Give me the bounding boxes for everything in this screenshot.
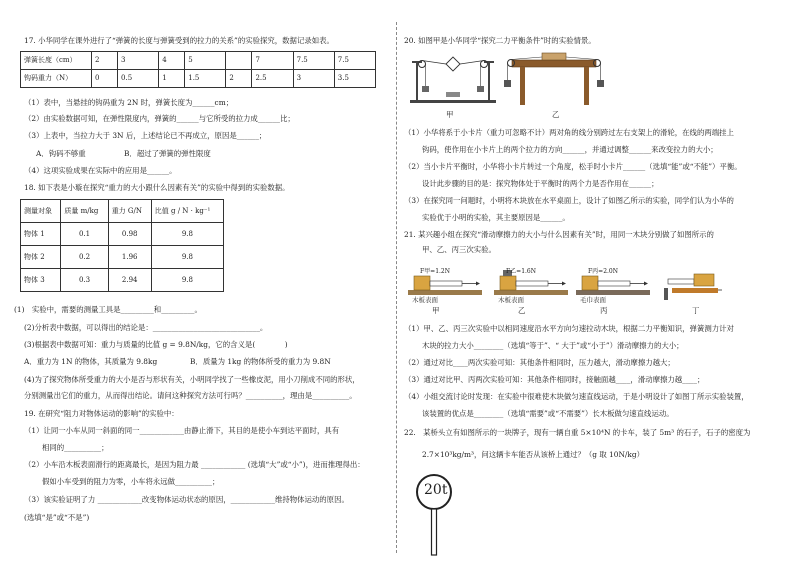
table-cell: 0 — [92, 70, 118, 88]
q17-table — [20, 51, 376, 88]
q19-part1-line1: （1）让同一小车从同一斜面的同一____________由静止滑下，其目的是使小车到达平面时，具有 — [24, 426, 340, 435]
q20-part3-line2: 实验优于小明的实验，其主要原因是______。 — [422, 213, 570, 222]
q21-part1-line2: 木块的拉力大小________（选填“等于”、“ 大于”或“小于”）滑动摩擦力的大小； — [422, 341, 684, 350]
table-cell: 1.96 — [108, 246, 151, 269]
q21-stem-line1: 21. 某兴趣小组在探究“滑动摩擦力的大小与什么因素有关”时，用同一木块分别做了如图所示的 — [404, 230, 714, 239]
left-column — [14, 0, 392, 561]
table-cell: 7.5 — [334, 52, 375, 70]
q18-table — [20, 199, 224, 292]
figure-jia-card-pulley — [406, 52, 502, 110]
table-header-cell: 重力 G/N — [108, 200, 151, 223]
table-row — [21, 269, 224, 292]
table-cell: 2.5 — [252, 70, 293, 88]
q21-part2: （2）通过对比____两次实验可知：其他条件相同时，压力越大，滑动摩擦力越大； — [404, 358, 675, 367]
figure-jia-label: 甲 — [446, 110, 454, 119]
q17-stem: 17. 小华同学在课外进行了“弹簧的长度与弹簧受到的拉力的关系”的实验探究，数据记录如表。 — [24, 36, 334, 45]
column-divider — [396, 22, 397, 553]
table-cell: 9.8 — [151, 223, 223, 246]
q20-part1-line1: （1）小华将系于小卡片（重力可忽略不计）两对角的线分别跨过左右支架上的滑轮，在线的两端挂上 — [404, 128, 734, 137]
q22-line1: 22. 某桥头立有如图所示的一块牌子，现有一辆自重 5×10⁴N 的卡车，装了 5m³ 的石子，石子的密度为 — [404, 428, 751, 437]
figure-label-yi: 乙 — [518, 306, 526, 315]
table-cell: 4 — [159, 52, 185, 70]
q21-part3: （3）通过对比甲、丙两次实验可知：其他条件相同时，接触面越____，滑动摩擦力越____； — [404, 375, 705, 384]
q21-stem-line2: 甲、乙、丙三次实验。 — [422, 245, 496, 254]
surface-label-jia: 木板表面 — [412, 296, 438, 304]
table-cell: 3 — [293, 70, 334, 88]
force-label-yi: F乙=1.6N — [506, 268, 536, 275]
table-header-cell: 测量对象 — [21, 200, 61, 223]
table-row — [21, 52, 376, 70]
q19-stem: 19. 在研究“阻力对物体运动的影响”的实验中： — [24, 409, 179, 418]
force-label-bing: F丙=2.0N — [588, 268, 618, 275]
table-cell: 弹簧长度（cm） — [21, 52, 92, 70]
table-header-cell: 质量 m/kg — [61, 200, 108, 223]
q18-part3-option-b: B．质量为 1kg 的物体所受的重力为 9.8N — [190, 357, 331, 366]
q20-part2-line2: 设计此步骤的目的是：探究物体处于平衡时的两个力是否作用在______； — [422, 179, 659, 188]
q17-option-a: A．钩码不够重 — [36, 149, 86, 158]
table-row — [21, 246, 224, 269]
table-cell: 0.5 — [118, 70, 159, 88]
force-label-jia: F甲=1.2N — [420, 268, 450, 275]
table-cell: 9.8 — [151, 269, 223, 292]
table-cell: 0.98 — [108, 223, 151, 246]
table-cell: 钩码重力（N） — [21, 70, 92, 88]
figure-yi-label: 乙 — [552, 110, 560, 119]
q18-stem: 18. 如下表是小璇在探究“重力的大小跟什么因素有关”的实验中得到的实验数据。 — [24, 183, 290, 192]
table-cell: 0.1 — [61, 223, 108, 246]
q18-part1: (1) 实验中，需要的测量工具是_________和_________。 — [14, 305, 202, 314]
q18-part3: (3)根据表中数据可知：重力与质量的比值 g = 9.8N/kg，它的含义是( ) — [24, 340, 288, 349]
q18-part2: (2)分析表中数据，可以得出的结论是：_____________________________。 — [24, 323, 268, 332]
q19-part1-line2: 相同的__________； — [42, 443, 109, 452]
q20-part1-line2: 钩码，使作用在小卡片上的两个拉力的方向______，并通过调整______来改变拉力的大小； — [422, 145, 718, 154]
table-cell: 3.5 — [334, 70, 375, 88]
q17-part2: （2）由实验数据可知，在弹性限度内，弹簧的______与它所受的拉力成______比； — [24, 114, 295, 123]
table-cell: 0.3 — [61, 269, 108, 292]
q18-part4-line2: 分别测量出它们的重力，从而得出结论。请问这种探究方法可行吗？__________，理由是__________。 — [24, 391, 357, 400]
table-cell: 2 — [92, 52, 118, 70]
table-cell: 7 — [252, 52, 293, 70]
figure-yi-block-table — [502, 52, 608, 110]
q17-part1: （1）表中，当悬挂的钩码重为 2N 时，弹簧长度为______cm； — [24, 98, 234, 107]
q17-option-b: B．超过了弹簧的弹性限度 — [124, 149, 211, 158]
table-cell: 3 — [118, 52, 159, 70]
table-cell: 物体 3 — [21, 269, 61, 292]
q19-part3-line2: (选填“是”或“不是”) — [24, 513, 90, 522]
figure-label-ding: 丁 — [692, 306, 700, 315]
table-cell: 2 — [226, 70, 252, 88]
table-cell: 1.5 — [185, 70, 226, 88]
figure-label-bing: 丙 — [600, 306, 608, 315]
table-cell: 7.5 — [293, 52, 334, 70]
sign-weight-limit: 20t — [424, 482, 448, 498]
table-row — [21, 200, 224, 223]
surface-label-yi: 木板表面 — [498, 296, 524, 304]
table-cell — [226, 52, 252, 70]
q19-part2-line1: （2）小车沿木板表面滑行的距离最长，是因为阻力最 ____________ (选填“大”或“小”)，进而推理得出： — [24, 460, 365, 469]
table-cell: 2.94 — [108, 269, 151, 292]
table-cell: 物体 1 — [21, 223, 61, 246]
q20-stem: 20. 如图甲是小华同学“探究二力平衡条件”时的实验情景。 — [404, 36, 596, 45]
table-row — [21, 70, 376, 88]
table-cell: 5 — [185, 52, 226, 70]
q22-line2: 2.7×10³kg/m³，问这辆卡车能否从该桥上通过？（g 取 10N/kg） — [422, 450, 645, 459]
q21-part1-line1: （1）甲、乙、丙三次实验中以相同速度沿水平方向匀速拉动木块，根据二力平衡知识，弹簧测力计对 — [404, 324, 734, 333]
q17-part3: （3）上表中，当拉力大于 3N 后，上述结论已不再成立，原因是______； — [24, 131, 267, 140]
figure-label-jia: 甲 — [432, 306, 440, 315]
q17-part4: （4）这项实验成果在实际中的应用是______。 — [24, 166, 177, 175]
table-cell: 1 — [159, 70, 185, 88]
q18-part4-line1: (4)为了探究物体所受重力的大小是否与形状有关，小明同学找了一些橡皮泥，用小刀削成不同的形状， — [24, 375, 360, 384]
right-column — [402, 0, 782, 561]
table-cell: 9.8 — [151, 246, 223, 269]
q21-part4-line2: 该装置的优点是________（选填“需要”或“不需要”）长木板做匀速直线运动。 — [422, 409, 674, 418]
table-header-cell: 比值 g / N · kg⁻¹ — [151, 200, 223, 223]
q21-part4-line1: （4）小组交流讨论时发现：在实验中很难使木块做匀速直线运动，于是小明设计了如图丁所示实验装置， — [404, 392, 749, 401]
q20-part2-line1: （2）当小卡片平衡时，小华将小卡片转过一个角度，松手时小卡片______（选填“能”或“不能”）平衡。 — [404, 162, 742, 171]
table-cell: 物体 2 — [21, 246, 61, 269]
surface-label-bing: 毛巾表面 — [580, 296, 606, 304]
table-row — [21, 223, 224, 246]
q19-part3-line1: （3）该实验证明了力 ____________改变物体运动状态的原因，____________维持物体运动的原因。 — [24, 495, 349, 504]
q19-part2-line2: 假如小车受到的阻力为零，小车将永远做__________； — [42, 477, 220, 486]
table-cell: 0.2 — [61, 246, 108, 269]
q20-part3-line1: （3）在探究同一问题时，小明将木块放在水平桌面上，设计了如图乙所示的实验，同学们认为小华的 — [404, 196, 734, 205]
figure-friction-experiments — [406, 266, 722, 314]
q18-part3-option-a: A．重力为 1N 的物体，其质量为 9.8kg — [24, 357, 158, 366]
